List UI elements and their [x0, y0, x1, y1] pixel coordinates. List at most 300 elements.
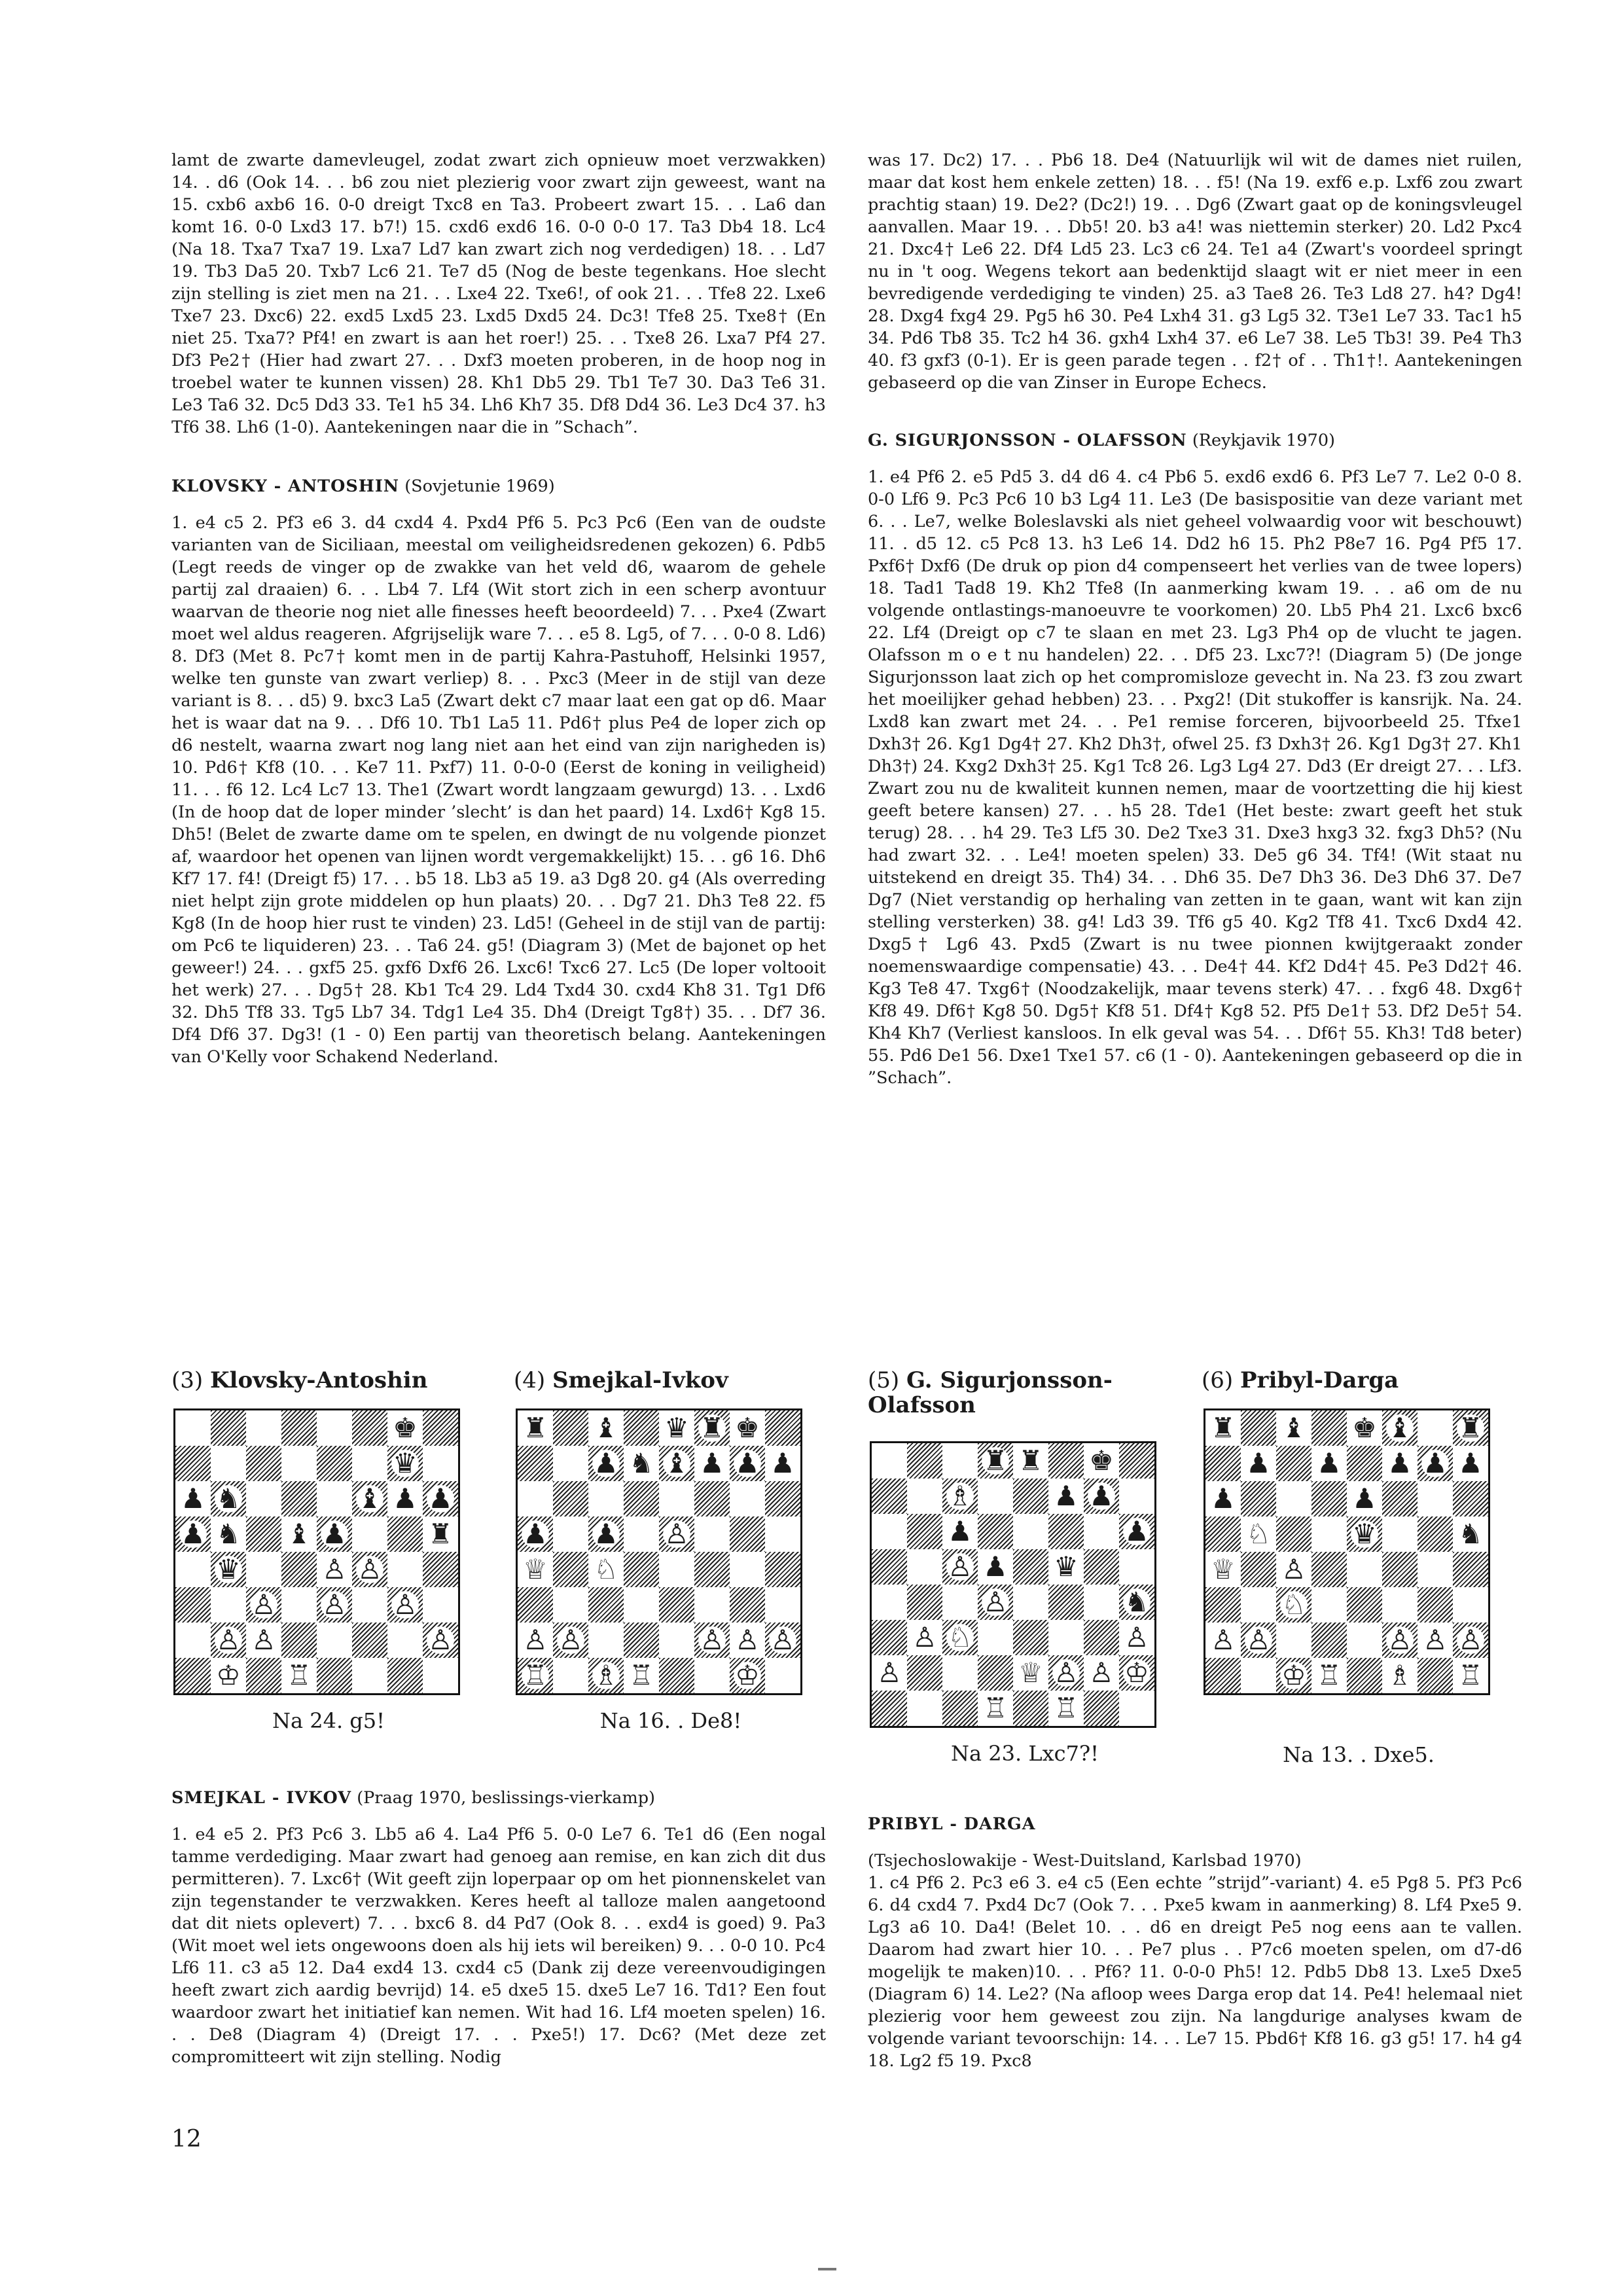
chess-piece-icon: ♖: [629, 1659, 654, 1691]
chess-piece-icon: ♟: [594, 1518, 618, 1550]
board-square: [942, 1585, 978, 1620]
chess-piece-icon: ♟: [1211, 1482, 1236, 1515]
chess-diagram: [171, 1367, 486, 1733]
board-square: [387, 1410, 423, 1446]
board-square: [1311, 1516, 1347, 1552]
board-square: [872, 1691, 907, 1726]
board-square: [317, 1481, 352, 1516]
chess-piece-icon: ♟: [1387, 1447, 1412, 1479]
board-square: [553, 1587, 588, 1623]
chess-piece-icon: ♟: [1124, 1515, 1149, 1547]
chess-piece-icon: ♚: [1352, 1412, 1377, 1444]
board-square: [352, 1446, 387, 1481]
chess-piece-icon: ♜: [1458, 1412, 1483, 1444]
chess-piece-icon: ♞: [629, 1447, 654, 1479]
chess-piece-icon: ♙: [912, 1621, 937, 1653]
board-square: [907, 1479, 942, 1514]
board-square: [872, 1514, 907, 1549]
board-square: [872, 1585, 907, 1620]
chess-piece-icon: ♜: [1211, 1412, 1236, 1444]
board-square: [1241, 1410, 1276, 1446]
chess-piece-icon: ♘: [594, 1553, 618, 1585]
chess-piece-icon: ♘: [948, 1621, 972, 1653]
board-square: [518, 1552, 553, 1587]
board-square: [423, 1587, 458, 1623]
board-square: [211, 1516, 246, 1552]
board-square: [1119, 1479, 1154, 1514]
chess-piece-icon: ♙: [1423, 1624, 1448, 1656]
board-square: [659, 1587, 694, 1623]
chess-piece-icon: ♜: [983, 1444, 1008, 1477]
board-square: [659, 1658, 694, 1693]
chess-piece-icon: ♙: [664, 1518, 689, 1550]
board-square: [765, 1446, 800, 1481]
board-square: [730, 1446, 765, 1481]
chessboard: [516, 1408, 802, 1695]
board-square: [730, 1587, 765, 1623]
chess-piece-icon: ♟: [1317, 1447, 1342, 1479]
board-square: [553, 1446, 588, 1481]
chess-piece-icon: ♛: [393, 1447, 418, 1479]
board-square: [317, 1587, 352, 1623]
diagram-players: Klovsky-Antoshin: [209, 1367, 428, 1393]
board-square: [1013, 1585, 1048, 1620]
chess-piece-icon: ♝: [357, 1482, 382, 1515]
board-square: [423, 1516, 458, 1552]
board-square: [765, 1587, 800, 1623]
board-square: [1311, 1658, 1347, 1693]
chess-piece-icon: ♛: [1352, 1518, 1377, 1550]
board-square: [317, 1658, 352, 1693]
chess-piece-icon: ♚: [1089, 1444, 1114, 1477]
chessboard: [870, 1441, 1156, 1728]
board-square: [1276, 1410, 1311, 1446]
board-square: [211, 1410, 246, 1446]
chess-piece-icon: ♙: [1054, 1657, 1079, 1689]
board-square: [1276, 1481, 1311, 1516]
chess-piece-icon: ♗: [1387, 1659, 1412, 1691]
board-square: [942, 1655, 978, 1691]
chess-piece-icon: ♖: [523, 1659, 548, 1691]
board-square: [246, 1516, 281, 1552]
board-square: [1048, 1514, 1084, 1549]
board-square: [1453, 1446, 1488, 1481]
chess-piece-icon: ♟: [181, 1482, 205, 1515]
board-square: [1048, 1479, 1084, 1514]
board-square: [1084, 1549, 1119, 1585]
chess-piece-icon: ♟: [594, 1447, 618, 1479]
chess-piece-icon: ♝: [594, 1412, 618, 1444]
game-players: PRIBYL - DARGA: [868, 1814, 1036, 1834]
game-players: SMEJKAL - IVKOV: [171, 1788, 352, 1808]
chess-piece-icon: ♖: [1317, 1659, 1342, 1691]
board-square: [942, 1549, 978, 1585]
board-square: [1347, 1587, 1382, 1623]
chess-diagram: [1202, 1367, 1516, 1767]
board-square: [694, 1446, 730, 1481]
board-square: [246, 1658, 281, 1693]
article-paragraph: was 17. Dc2) 17. . . Pb6 18. De4 (Natuurlijk wil wit de dames niet ruilen, maar dat kost hem enkele zetten) 18. . . f5! (Na 19. exf6 e.p. Lxf6 zou zwart prachtig staan) 19. De2? (Dc2!) 19. . . Dg6 (Zwart gaat op de koningsvleugel aanvallen. Maar 19. . . Db5! 20. b3 a4! was niettemin sterker) 20. Ld2 Pxc4 21. Dxc4† Le6 22. Df4 Ld5 23. Lc3 c6 24. Te1 a4 (Zwart's voordeel springt nu in 't oog. Wegens tekort aan bedenktijd slaagt wit er niet meer in een bevredigende verdediging te vinden) 25. a3 Tae8 26. Te3 Ld8 27. h4? Dg4! 28. Dxg4 fxg4 29. Pg5 h6 30. Pe4 Lxh4 31. g3 Lg5 32. T3e1 Le7 33. Tac1 h5 34. Pd6 Tb8 35. Tc2 h4 36. gxh4 Lxh4 37. e6 Le7 38. Le5 Tb3! 39. Pe4 Th3 40. f3 gxf3 (0-1). Er is geen parade tegen . . f2† of . . Th1†!. Aantekeningen gebaseerd op die van Zinser in Europe Echecs.: [868, 151, 1522, 393]
board-square: [1347, 1623, 1382, 1658]
board-square: [978, 1514, 1013, 1549]
chess-piece-icon: ♙: [251, 1588, 276, 1621]
board-square: [942, 1691, 978, 1726]
chess-piece-icon: ♙: [700, 1624, 724, 1656]
board-square: [1205, 1481, 1241, 1516]
board-square: [211, 1552, 246, 1587]
chess-piece-icon: ♞: [216, 1518, 241, 1550]
board-square: [730, 1481, 765, 1516]
board-square: [1048, 1443, 1084, 1479]
board-square: [175, 1516, 211, 1552]
chess-piece-icon: ♞: [216, 1482, 241, 1515]
board-square: [872, 1655, 907, 1691]
game-notation: 1. c4 Pf6 2. Pc3 e6 3. e4 c5 (Een echte ”strijd”-variant) 4. e5 Pg8 5. Pf3 Pc6 6. d4 cxd4 7. Pxd4 Dc7 (Ook 7. . . Pxe5 kwam in aanmerking) 8. Lf4 Pxe5 9. Lg3 a6 10. Da4! (Belet 10. . . d6 en dreigt Pe5 nog eens aan te vallen. Daarom had zwart hier 10. . . Pe7 plus . . P7c6 moeten spelen, om d7-d6 mogelijk te maken)10. . . Pf6? 11. 0-0-0 Ph5! 12. Pdb5 Db8 13. Lxe5 Dxe5 (Diagram 6) 14. Le2? (Na afloop wees Darga erop dat 14. Pe4! helemaal niet plezierig voor hem geweest zou zijn. Na langdurige analyses kwam de volgende variant tevoorschijn: 14. . . Le7 15. Pbd6† Kf8 16. g3 g5! 17. h4 g4 18. Lg2 f5 19. Pxc8: [868, 1873, 1522, 2071]
board-square: [588, 1623, 624, 1658]
board-square: [1311, 1410, 1347, 1446]
chess-piece-icon: ♙: [983, 1586, 1008, 1618]
chess-piece-icon: ♙: [322, 1553, 347, 1585]
board-square: [694, 1410, 730, 1446]
board-square: [1119, 1443, 1154, 1479]
chess-piece-icon: ♖: [1054, 1692, 1079, 1724]
chess-piece-icon: ♟: [322, 1518, 347, 1550]
chess-piece-icon: ♙: [216, 1624, 241, 1656]
chess-diagram: [868, 1367, 1182, 1766]
chess-piece-icon: ♟: [1458, 1447, 1483, 1479]
board-square: [1119, 1585, 1154, 1620]
board-square: [317, 1516, 352, 1552]
board-square: [694, 1623, 730, 1658]
chess-piece-icon: ♝: [1387, 1412, 1412, 1444]
chess-piece-icon: ♖: [1458, 1659, 1483, 1691]
board-square: [1084, 1443, 1119, 1479]
chess-piece-icon: ♟: [1246, 1447, 1271, 1479]
game-notation: 1. e4 e5 2. Pf3 Pc6 3. Lb5 a6 4. La4 Pf6 5. 0-0 Le7 6. Te1 d6 (Een nogal tamme verdediging. Maar zwart had genoeg aan remise, en kan zich dit dus permitteren). 7. Lxc6† (Wit geeft zijn loperpaar op om het pionnenskelet van zijn tegenstander te verzwakken. Keres heeft al talloze malen aangetoond dat dit niets oplevert) 7. . . bxc6 8. d4 Pd7 (Ook 8. . . exd4 is goed) 9. Pa3 (Wit moet wel iets ongewoons doen als hij iets wil bereiken) 9. . . 0-0 10. Pc4 Lf6 11. c3 a5 12. Da4 exd4 13. cxd4 c5 (Dank zij deze vereenvoudigingen heeft zwart zich aardig bevrijd) 14. e5 dxe5 15. dxe5 Le7 16. Td1? Een fout waardoor zwart het initiatief kan nemen. Wit had 16. Lf4 moeten spelen) 16. . . De8 (Diagram 4) (Dreigt 17. . . Pxe5!) 17. Dc6? (Met deze zet compromitteert wit zijn stelling. Nodig: [171, 1825, 826, 2067]
board-square: [659, 1481, 694, 1516]
diagram-title: [1202, 1368, 1516, 1393]
board-square: [246, 1623, 281, 1658]
board-square: [1241, 1552, 1276, 1587]
diagram-title: [514, 1368, 828, 1393]
board-square: [387, 1623, 423, 1658]
board-square: [1347, 1516, 1382, 1552]
board-square: [588, 1552, 624, 1587]
chess-piece-icon: ♔: [1281, 1659, 1306, 1691]
chess-piece-icon: ♙: [357, 1553, 382, 1585]
board-square: [1382, 1623, 1418, 1658]
diagram-players: Smejkal-Ivkov: [552, 1367, 728, 1393]
board-square: [387, 1658, 423, 1693]
board-square: [1276, 1587, 1311, 1623]
chess-piece-icon: ♟: [428, 1482, 453, 1515]
chess-piece-icon: ♟: [948, 1515, 972, 1547]
board-square: [659, 1516, 694, 1552]
chess-piece-icon: ♙: [251, 1624, 276, 1656]
chess-piece-icon: ♕: [1211, 1553, 1236, 1585]
board-square: [281, 1410, 317, 1446]
board-square: [872, 1549, 907, 1585]
board-square: [423, 1552, 458, 1587]
article-paragraph: lamt de zwarte damevleugel, zodat zwart zich opnieuw moet verzwakken) 14. . d6 (Ook 14. . . b6 zou niet plezierig voor zwart zijn geweest, want na 15. cxb6 axb6 16. 0-0 dreigt Txc8 en Ta3. Probeert zwart 15. . . La6 dan komt 16. 0-0 Lxd3 17. b7!) 15. cxd6 exd6 16. 0-0 0-0 17. Ta3 Db4 18. Lc4 (Na 18. Txa7 Txa7 19. Lxa7 Ld7 kan zwart zich nog verdedigen) 18. . . Ld7 19. Tb3 Da5 20. Txb7 Lc6 21. Te7 d5 (Nog de beste tegenkans. Hoe slecht zijn stelling is ziet men na 21. . . Lxe4 22. Txe6!, of ook 21. . . Tfe8 22. Lxe6 Txe7 23. Dxc6) 22. exd5 Lxd5 23. Lxd5 Dxd5 24. Dc3! Tfe8 25. Txe8† (En niet 25. Txa7? Pf4! en zwart is aan het roer!) 25. . . Txe8 26. Lxa7 Pf4 27. Df3 Pe2† (Hier had zwart 27. . . Dxf3 moeten proberen, in de hoop nog in troebel water te kunnen vissen) 28. Kh1 Db5 29. Tb1 Te7 30. Da3 Te6 31. Le3 Ta6 32. Dc5 Dd3 33. Te1 h5 34. Lh6 Kh7 35. Df8 Dd4 36. Le3 Dc4 37. h3 Tf6 38. Lh6 (1-0). Aantekeningen naar die in ”Schach”.: [171, 151, 826, 437]
chess-piece-icon: ♞: [1124, 1586, 1149, 1618]
chess-piece-icon: ♙: [1387, 1624, 1412, 1656]
chess-piece-icon: ♟: [1423, 1447, 1448, 1479]
board-square: [1347, 1446, 1382, 1481]
left-column-lower: [171, 1787, 826, 2068]
chess-piece-icon: ♙: [1089, 1657, 1114, 1689]
divider: [818, 2268, 836, 2270]
board-square: [624, 1516, 659, 1552]
board-square: [175, 1481, 211, 1516]
board-square: [1205, 1410, 1241, 1446]
chess-piece-icon: ♙: [1246, 1624, 1271, 1656]
board-square: [624, 1446, 659, 1481]
board-square: [978, 1691, 1013, 1726]
board-square: [1311, 1587, 1347, 1623]
board-square: [1241, 1516, 1276, 1552]
board-square: [211, 1481, 246, 1516]
board-square: [317, 1446, 352, 1481]
chess-piece-icon: ♛: [664, 1412, 689, 1444]
chess-piece-icon: ♕: [1018, 1657, 1043, 1689]
board-square: [1084, 1620, 1119, 1655]
diagram-players: Pribyl-Darga: [1240, 1367, 1399, 1393]
board-square: [423, 1446, 458, 1481]
board-square: [907, 1620, 942, 1655]
board-square: [211, 1623, 246, 1658]
game-event: (Praag 1970, beslissings-vierkamp): [357, 1788, 655, 1808]
chess-piece-icon: ♙: [735, 1624, 760, 1656]
board-square: [659, 1410, 694, 1446]
chess-piece-icon: ♜: [523, 1412, 548, 1444]
board-square: [553, 1623, 588, 1658]
board-square: [1453, 1587, 1488, 1623]
board-square: [659, 1552, 694, 1587]
board-square: [1205, 1623, 1241, 1658]
board-square: [872, 1620, 907, 1655]
board-square: [1241, 1623, 1276, 1658]
board-square: [246, 1552, 281, 1587]
board-square: [518, 1481, 553, 1516]
board-square: [387, 1446, 423, 1481]
chess-piece-icon: ♟: [983, 1551, 1008, 1583]
chess-piece-icon: ♙: [393, 1588, 418, 1621]
diagram-players: G. Sigurjonsson- Olafsson: [868, 1367, 1113, 1418]
board-square: [1453, 1623, 1488, 1658]
game-players: G. SIGURJONSSON - OLAFSSON: [868, 431, 1187, 450]
board-square: [978, 1585, 1013, 1620]
board-square: [1084, 1585, 1119, 1620]
board-square: [423, 1410, 458, 1446]
chess-piece-icon: ♝: [664, 1447, 689, 1479]
board-square: [423, 1481, 458, 1516]
chess-piece-icon: ♙: [523, 1624, 548, 1656]
board-square: [1347, 1481, 1382, 1516]
board-square: [1013, 1443, 1048, 1479]
board-square: [387, 1516, 423, 1552]
chess-piece-icon: ♟: [770, 1447, 795, 1479]
diagram-title: [171, 1368, 486, 1393]
chess-piece-icon: ♙: [948, 1551, 972, 1583]
board-square: [1382, 1658, 1418, 1693]
board-square: [553, 1410, 588, 1446]
diagram-number: (4): [514, 1367, 546, 1393]
board-square: [1418, 1516, 1453, 1552]
chess-piece-icon: ♟: [523, 1518, 548, 1550]
board-square: [907, 1514, 942, 1549]
board-square: [730, 1410, 765, 1446]
board-square: [1048, 1549, 1084, 1585]
game-heading: [868, 429, 1522, 452]
board-square: [978, 1549, 1013, 1585]
chess-piece-icon: ♘: [1281, 1588, 1306, 1621]
board-square: [1205, 1658, 1241, 1693]
board-square: [942, 1514, 978, 1549]
board-square: [387, 1587, 423, 1623]
board-square: [352, 1623, 387, 1658]
board-square: [246, 1481, 281, 1516]
chess-piece-icon: ♟: [393, 1482, 418, 1515]
game-players: KLOVSKY - ANTOSHIN: [171, 476, 400, 496]
diagram-caption: Na 23. Lxc7?!: [951, 1741, 1099, 1766]
board-square: [1418, 1587, 1453, 1623]
board-square: [1013, 1549, 1048, 1585]
board-square: [1347, 1552, 1382, 1587]
chess-piece-icon: ♚: [393, 1412, 418, 1444]
board-square: [588, 1587, 624, 1623]
board-square: [281, 1481, 317, 1516]
board-square: [1276, 1552, 1311, 1587]
board-square: [765, 1623, 800, 1658]
board-square: [518, 1410, 553, 1446]
board-square: [730, 1623, 765, 1658]
board-square: [1382, 1552, 1418, 1587]
chess-piece-icon: ♕: [523, 1553, 548, 1585]
board-square: [907, 1655, 942, 1691]
board-square: [1205, 1552, 1241, 1587]
board-square: [1418, 1658, 1453, 1693]
board-square: [175, 1658, 211, 1693]
board-square: [1418, 1446, 1453, 1481]
board-square: [624, 1410, 659, 1446]
board-square: [588, 1516, 624, 1552]
board-square: [1119, 1620, 1154, 1655]
board-square: [1418, 1410, 1453, 1446]
board-square: [352, 1516, 387, 1552]
board-square: [765, 1481, 800, 1516]
board-square: [553, 1516, 588, 1552]
board-square: [553, 1481, 588, 1516]
board-square: [1276, 1446, 1311, 1481]
board-square: [518, 1623, 553, 1658]
board-square: [211, 1658, 246, 1693]
board-square: [907, 1443, 942, 1479]
board-square: [907, 1691, 942, 1726]
board-square: [624, 1587, 659, 1623]
diagram-caption: Na 13. . Dxe5.: [1283, 1742, 1435, 1767]
right-column-lower: [868, 1813, 1522, 2072]
board-square: [588, 1410, 624, 1446]
board-square: [1241, 1587, 1276, 1623]
board-square: [1119, 1655, 1154, 1691]
board-square: [1382, 1446, 1418, 1481]
chess-piece-icon: ♗: [948, 1480, 972, 1512]
board-square: [1418, 1481, 1453, 1516]
game-heading: [868, 1813, 1522, 1835]
right-column: [868, 149, 1522, 1089]
board-square: [1084, 1514, 1119, 1549]
board-square: [281, 1587, 317, 1623]
board-square: [942, 1443, 978, 1479]
board-square: [1205, 1446, 1241, 1481]
board-square: [624, 1623, 659, 1658]
board-square: [1347, 1658, 1382, 1693]
board-square: [518, 1446, 553, 1481]
board-square: [942, 1479, 978, 1514]
board-square: [765, 1516, 800, 1552]
board-square: [730, 1552, 765, 1587]
board-square: [765, 1410, 800, 1446]
chess-piece-icon: ♙: [1458, 1624, 1483, 1656]
board-square: [211, 1587, 246, 1623]
chess-diagram: [514, 1367, 828, 1733]
board-square: [1418, 1623, 1453, 1658]
board-square: [730, 1658, 765, 1693]
chess-piece-icon: ♛: [216, 1553, 241, 1585]
diagram-caption: Na 24. g5!: [272, 1708, 385, 1733]
board-square: [1241, 1446, 1276, 1481]
chess-piece-icon: ♞: [1458, 1518, 1483, 1550]
board-square: [1013, 1514, 1048, 1549]
board-square: [694, 1481, 730, 1516]
board-square: [1013, 1479, 1048, 1514]
board-square: [281, 1552, 317, 1587]
board-square: [978, 1655, 1013, 1691]
chess-piece-icon: ♘: [1246, 1518, 1271, 1550]
board-square: [281, 1516, 317, 1552]
board-square: [1311, 1481, 1347, 1516]
chess-piece-icon: ♔: [735, 1659, 760, 1691]
board-square: [175, 1446, 211, 1481]
board-square: [387, 1552, 423, 1587]
board-square: [317, 1410, 352, 1446]
board-square: [1418, 1552, 1453, 1587]
board-square: [1048, 1620, 1084, 1655]
chess-piece-icon: ♔: [216, 1659, 241, 1691]
board-square: [588, 1446, 624, 1481]
board-square: [694, 1516, 730, 1552]
game-notation: 1. e4 Pf6 2. e5 Pd5 3. d4 d6 4. c4 Pb6 5. exd6 exd6 6. Pf3 Le7 7. Le2 0-0 8. 0-0 Lf6 9. Pc3 Pc6 10 b3 Lg4 11. Le3 (De basispositie van deze variant met 6. . . Le7, welke Boleslavski als niet geheel volwaardig voor wit beschouwt) 11. . d5 12. c5 Pc8 13. h3 Le6 14. Dd2 h6 15. Ph2 P8e7 16. Pg4 Pf5 17. Pxf6† Dxf6 (De druk op pion d4 compenseert het verlies van de twee lopers) 18. Tad1 Tad8 19. Kh2 Tfe8 (In aanmerking kwam 19. . . a6 om de nu volgende ontlastings-manoeuvre te voorkomen) 20. Lb5 Ph4 21. Lxc6 bxc6 22. Lf4 (Dreigt op c7 te slaan en met 23. Lg3 Ph4 op de vlucht te jagen. Olafsson m o e t nu handelen) 22. . . Df5 23. Lxc7?! (Diagram 5) (De jonge Sigurjonsson laat zich op het compromisloze gevecht in. Na 23. f3 zou zwart het moeilijker gehad hebben) 23. . . Pxg2! (Dit stukoffer is kansrijk. Na. 24. Lxd8 kan zwart met 24. . . Pe1 remise forceren, bijvoorbeeld 25. Tfxe1 Dxh3† 26. Kg1 Dg4† 27. Kh2 Dh3†, ofwel 25. f3 Dxh3† 26. Kg1 Dg3† 27. Kh1 Dh3†) 24. Kxg2 Dxh3† 25. Kg1 Tc8 26. Lg3 Lg4 27. Dd3 (Er dreigt 27. . . Lf3. Zwart zou nu de kwaliteit kunnen nemen, maar de voortzetting die hij kiest geeft betere kansen) 27. . . h5 28. Tde1 (Het beste: zwart geeft het stuk terug) 28. . . h4 29. Te3 Lf5 30. De2 Txe3 31. Dxe3 hxg3 32. fxg3 Dh5? (Nu had zwart 32. . . Le4! moeten spelen) 33. De5 g6 34. Tf4! (Wit staat nu uitstekend en dreigt 35. Th4) 34. . . Dh6 35. De7 Dh3 36. De3 Dh6 37. De7 Dg7 (Niet verstandig op herhaling van zetten in te gaan, want wit kan zijn stelling versterken) 38. g4! Ld3 39. Tf6 g5 40. Kg2 Tf8 41. Txc6 Dxd4 42. Dxg5† Lg6 43. Pxd5 (Zwart is nu twee pionnen kwijtgeraakt zonder noemenswaardige compensatie) 43. . . De4† 44. Kf2 Dd4† 45. Pe3 Dd2† 46. Kg3 Te8 47. Txg6† (Noodzakelijk, maar tevens sterk) 47. . . fxg6 48. Dxg6† Kf8 49. Df6† Kg8 50. Dg5† Kf8 51. Df4† Kg8 52. Pf5 De1† 53. Df2 De5† 54. Kh4 Kh7 (Verliest kansloos. In elk geval was 54. . . Df6† 55. Kh3! Td8 beter) 55. Pd6 De1 56. Dxe1 Txe1 57. c6 (1 - 0). Aantekeningen gebaseerd op die in ”Schach”.: [868, 467, 1522, 1088]
board-square: [175, 1587, 211, 1623]
board-square: [175, 1552, 211, 1587]
board-square: [659, 1623, 694, 1658]
board-square: [1382, 1410, 1418, 1446]
chess-piece-icon: ♙: [428, 1624, 453, 1656]
chessboard: [173, 1408, 460, 1695]
board-square: [518, 1516, 553, 1552]
board-square: [553, 1658, 588, 1693]
board-square: [765, 1658, 800, 1693]
board-square: [694, 1587, 730, 1623]
board-square: [246, 1587, 281, 1623]
board-square: [1048, 1585, 1084, 1620]
board-square: [553, 1552, 588, 1587]
board-square: [518, 1658, 553, 1693]
board-square: [1013, 1620, 1048, 1655]
board-square: [1347, 1410, 1382, 1446]
game-notation: 1. e4 c5 2. Pf3 e6 3. d4 cxd4 4. Pxd4 Pf6 5. Pc3 Pc6 (Een van de oudste varianten van de Siciliaan, meestal om veiligheidsredenen gekozen) 6. Pdb5 (Legt reeds de vinger op de zwakke van het veld d6, waarom de gehele partij zal draaien) 6. . . Lb4 7. Lf4 (Wit stort zich in een scherp avontuur waarvan de theorie nog niet alle finesses heeft beoordeeld) 7. . . Pxe4 (Zwart moet wel aldus reageren. Afgrijselijk ware 7. . . e5 8. Lg5, of 7. . . 0-0 8. Ld6) 8. Df3 (Met 8. Pc7† komt men in de partij Kahra-Pastuhoff, Helsinki 1957, welke ten gunste van zwart verliep) 8. . . Pxc3 (Meer in de stijl van deze variant is 8. . . d5) 9. bxc3 La5 (Zwart dekt c7 maar laat een gat op d6. Maar het is waar dat na 9. . . Df6 10. Tb1 La5 11. Pd6† plus Pe4 de loper zich op d6 nestelt, waarna zwart nog lang niet aan het eind van zijn narigheden is) 10. Pd6† Kf8 (10. . . Ke7 11. Pxf7) 11. 0-0-0 (Eerst de koning in veiligheid) 11. . . f6 12. Lc4 Lc7 13. The1 (Zwart wordt langzaam gewurgd) 13. . . Lxd6 (In de hoop dat de loper minder ’slecht’ is dan het paard) 14. Lxd6† Kg8 15. Dh5! (Belet de zwarte dame om te spelen, en dwingt de nu volgende pionzet af, waardoor het openen van lijnen wordt vergemakkelijkt) 15. . . g6 16. Dh6 Kf7 17. f4! (Dreigt f5) 17. . . b5 18. Lb3 a5 19. a3 Dg8 20. g4 (Als overreding niet helpt zijn grote middelen op hun plaats) 20. . . Dg7 21. Dh3 Te8 22. f5 Kg8 (In de hoop hier rust te vinden) 23. Ld5! (Geheel in de stijl van de partij: om Pc6 te liquideren) 23. . . Ta6 24. g5! (Diagram 3) (Met de bajonet op het geweer!) 24. . . gxf5 25. gxf6 Dxf6 26. Lxc6! Txc6 27. Lc5 (De loper voltooit het werk) 27. . . Dg5† 28. Kb1 Tc4 29. Ld4 Txd4 30. cxd4 Kh8 31. Tg1 Df6 32. Dh5 Tf8 33. Tg5 Lb7 34. Tdg1 Le4 35. Dh4 (Dreigt Tg8†) 35. . . Df7 36. Df4 Df6 37. Dg3! (1 - 0) Een partij van theoretisch belang. Aantekeningen van O'Kelly voor Schakend Nederland.: [171, 513, 826, 1067]
